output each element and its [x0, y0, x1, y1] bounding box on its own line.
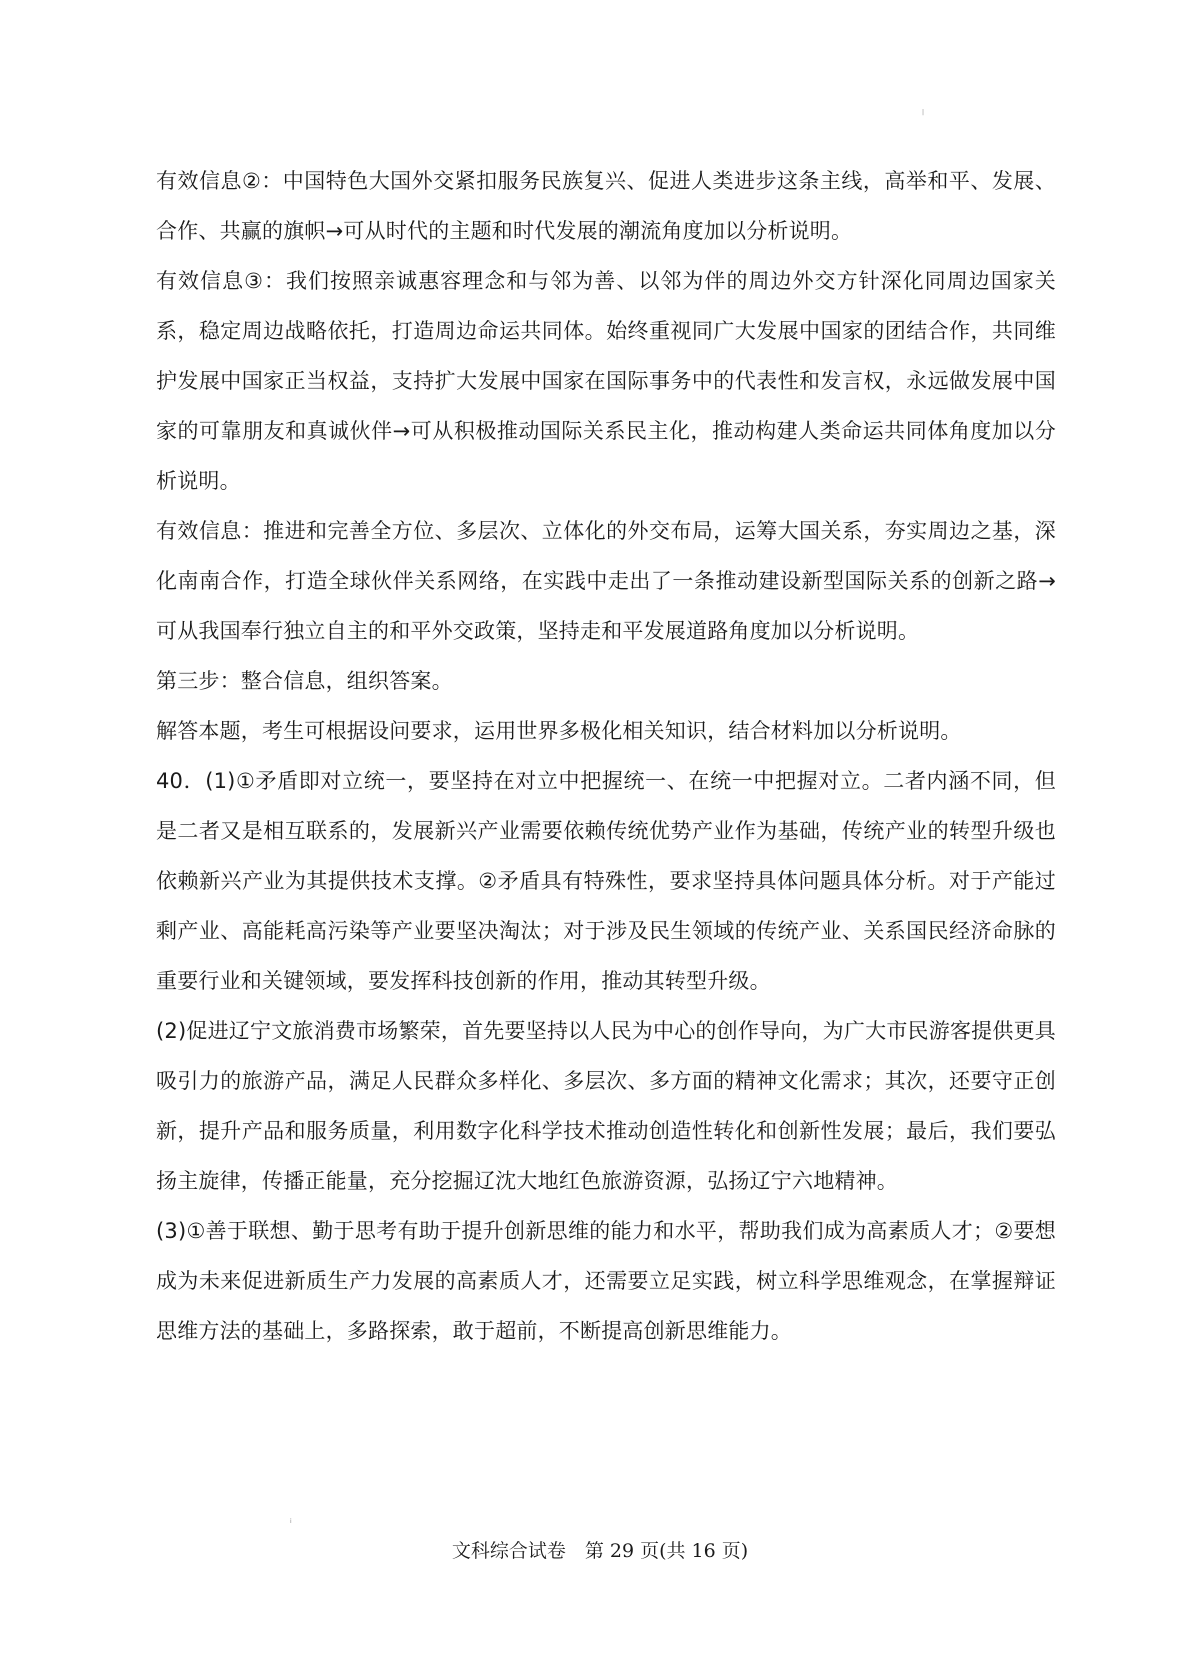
paragraph-answer-note: 解答本题，考生可根据设问要求，运用世界多极化相关知识，结合材料加以分析说明。: [156, 719, 962, 743]
page-footer: 文科综合试卷 第 29 页(共 16 页): [451, 1540, 749, 1562]
paragraph-info-4: 有效信息：推进和完善全方位、多层次、立体化的外交布局，运筹大国关系，夯实周边之基，深化南南合作，打造全球伙伴关系网络，在实践中走出了一条推动建设新型国际关系的创新之路→可从我国奉行独立自主的和平外交政策，坚持走和平发展道路角度加以分析说明。: [156, 519, 1056, 643]
paragraph-info-2: 有效信息②：中国特色大国外交紧扣服务民族复兴、促进人类进步这条主线，高举和平、发展、合作、共赢的旗帜→可从时代的主题和时代发展的潮流角度加以分析说明。: [156, 169, 1056, 243]
paragraph-q40-part2: (2)促进辽宁文旅消费市场繁荣，首先要坚持以人民为中心的创作导向，为广大市民游客提供更具吸引力的旅游产品，满足人民群众多样化、多层次、多方面的精神文化需求；其次，还要守正创新，提升产品和服务质量，利用数字化科学技术推动创造性转化和创新性发展；最后，我们要弘扬主旋律，传播正能量，充分挖掘辽沈大地红色旅游资源，弘扬辽宁六地精神。: [156, 1019, 1056, 1193]
answer-content: [156, 156, 1056, 1356]
paragraph-q40-part3: (3)①善于联想、勤于思考有助于提升创新思维的能力和水平，帮助我们成为高素质人才；②要想成为未来促进新质生产力发展的高素质人才，还需要立足实践，树立科学思维观念，在掌握辩证思维方法的基础上，多路探索，敢于超前，不断提高创新思维能力。: [156, 1219, 1056, 1343]
paragraph-q40-part1: 40．(1)①矛盾即对立统一，要坚持在对立中把握统一、在统一中把握对立。二者内涵不同，但是二者又是相互联系的，发展新兴产业需要依赖传统优势产业作为基础，传统产业的转型升级也依赖新兴产业为其提供技术支撑。②矛盾具有特殊性，要求坚持具体问题具体分析。对于产能过剩产业、高能耗高污染等产业要坚决淘汰；对于涉及民生领域的传统产业、关系国民经济命脉的重要行业和关键领域，要发挥科技创新的作用，推动其转型升级。: [156, 769, 1056, 993]
paragraph-step-3: 第三步：整合信息，组织答案。: [156, 669, 453, 693]
paragraph-info-3: 有效信息③：我们按照亲诚惠容理念和与邻为善、以邻为伴的周边外交方针深化同周边国家关系，稳定周边战略依托，打造周边命运共同体。始终重视同广大发展中国家的团结合作，共同维护发展中国家正当权益，支持扩大发展中国家在国际事务中的代表性和发言权，永远做发展中国家的可靠朋友和真诚伙伴→可从积极推动国际关系民主化，推动构建人类命运共同体角度加以分析说明。: [156, 269, 1056, 493]
scan-mark-top: |: [922, 109, 925, 116]
scan-mark-bottom: i: [290, 1518, 292, 1525]
